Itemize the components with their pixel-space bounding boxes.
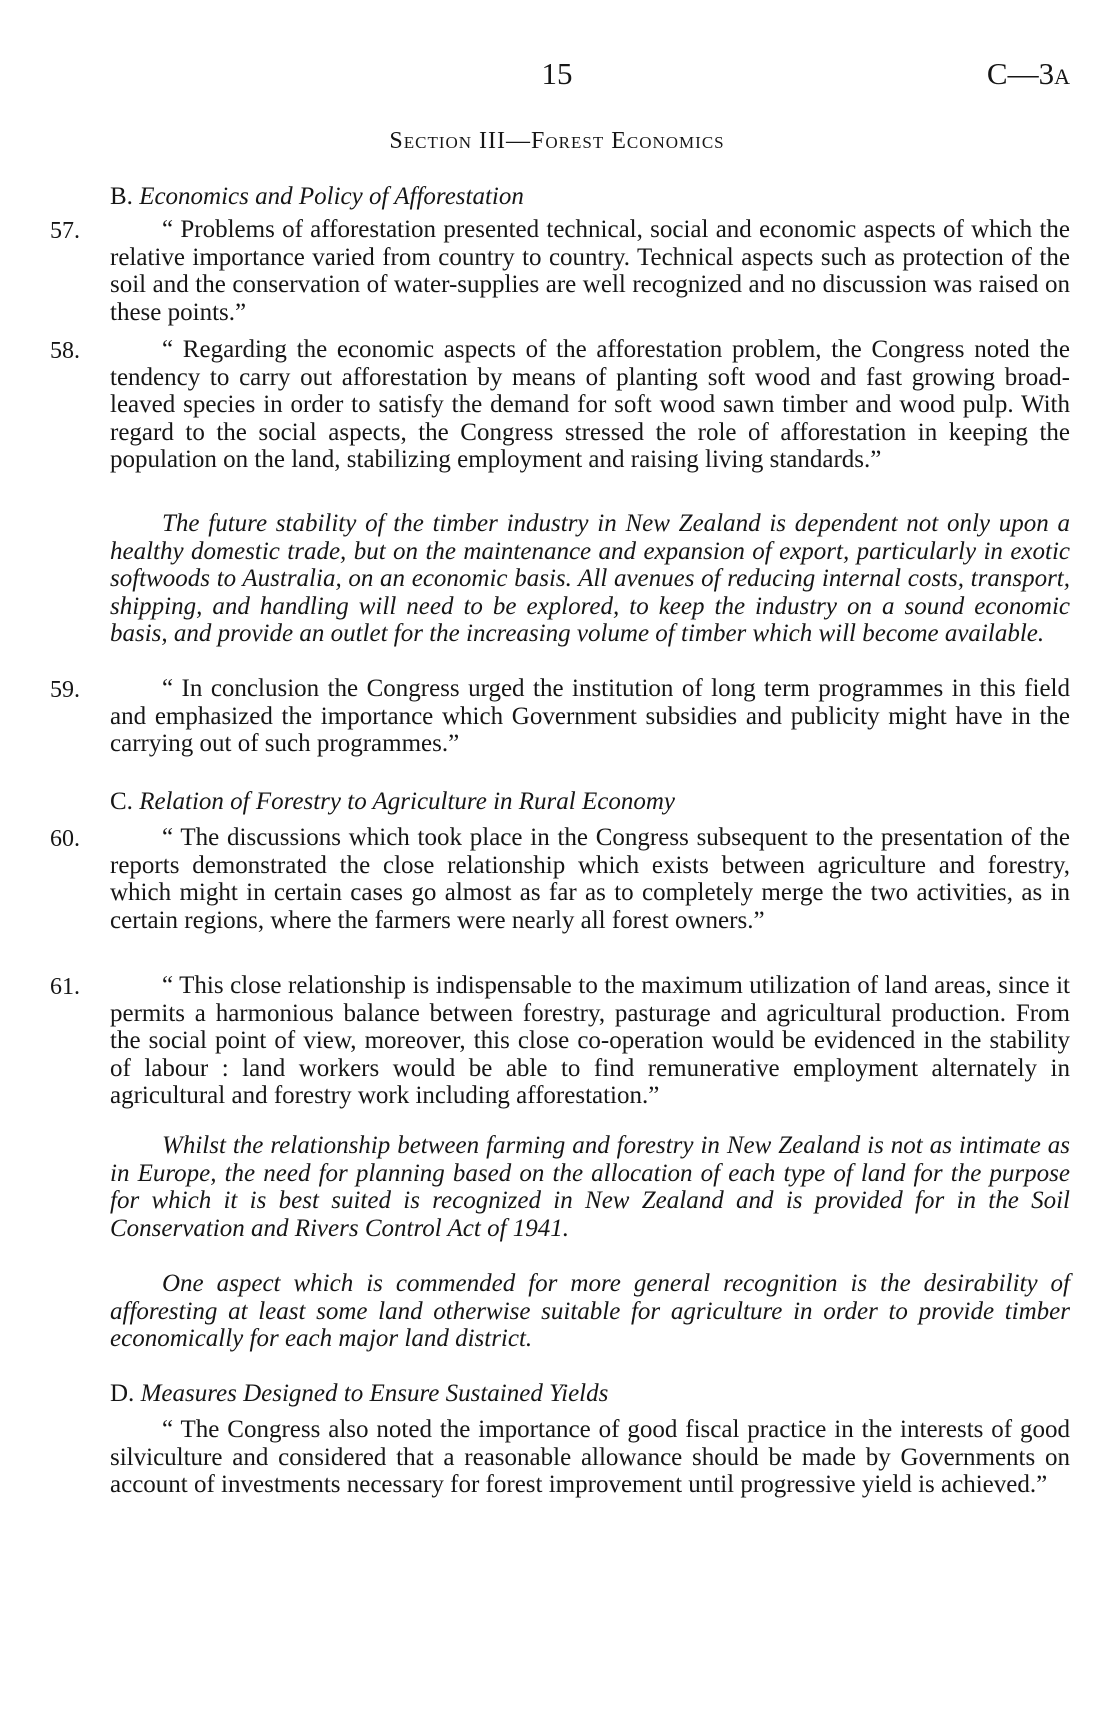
subsection-d-heading [110, 1380, 608, 1408]
subsection-b-letter: B. [110, 183, 133, 210]
subsection-b-title: Economics and Policy of Afforestation [139, 183, 524, 210]
paragraph-59: “ In conclusion the Congress urged the institution of long term programmes in this field and emphasized the importance which Government subsidies and publicity might have in the carrying out of such programmes.” [110, 675, 1070, 757]
paragraph-d: “ The Congress also noted the importance of good fiscal practice in the interests of good silviculture and considered that a reasonable allowance should be made by Governments on account of investments necessary for forest improvement until progressive yield is achieved.” [110, 1416, 1070, 1498]
document-reference-suffix: A [1054, 64, 1070, 89]
subsection-b-heading [110, 183, 524, 211]
paragraph-61: “ This close relationship is indispensable to the maximum utilization of land areas, since it permits a harmonious balance between forestry, pasturage and agricultural production. From the social point of view, moreover, this close co-operation would be evidenced in the stability of labour : land workers would be able to find remunerative employment alternately in agricultural and forestry work including afforestation.” [110, 972, 1070, 1109]
commentary-paragraph-61-afforesting: One aspect which is commended for more general recognition is the desirability of afforesting at least some land otherwise suitable for agriculture in order to provide timber economically for each major land district. [110, 1270, 1070, 1352]
subsection-c-title: Relation of Forestry to Agriculture in Rural Economy [139, 788, 675, 815]
paragraph-number-61: 61. [50, 974, 80, 1000]
commentary-paragraph-58: The future stability of the timber industry in New Zealand is dependent not only upon a healthy domestic trade, but on the maintenance and expansion of export, particularly in exotic softwoods to Australia, on an economic basis. All avenues of reducing internal costs, transport, shipping, and handling will need to be explored, to keep the industry on a sound economic basis, and provide an outlet for the increasing volume of timber which will become available. [110, 510, 1070, 647]
subsection-c-heading [110, 788, 675, 816]
subsection-c-letter: C. [110, 788, 133, 815]
paragraph-57: “ Problems of afforestation presented technical, social and economic aspects of which the relative importance varied from country to country. Technical aspects such as protection of the soil and the conservation of water-supplies are well recognized and no discussion was raised on these points.” [110, 216, 1070, 326]
document-reference-main: C—3 [986, 56, 1055, 91]
commentary-paragraph-61-relationship: Whilst the relationship between farming and forestry in New Zealand is not as intimate as in Europe, the need for planning based on the allocation of each type of land for the purpose for which it is best suited is recognized in New Zealand and is provided for in the Soil Conservation and Rivers Control Act of 1941. [110, 1132, 1070, 1242]
paragraph-60: “ The discussions which took place in the Congress subsequent to the presentation of the reports demonstrated the close relationship which exists between agriculture and forestry, which might in certain cases go almost as far as to completely merge the two activities, as in certain regions, where the farmers were nearly all forest owners.” [110, 824, 1070, 934]
page-number: 15 [541, 56, 573, 91]
paragraph-number-59: 59. [50, 677, 80, 703]
paragraph-58: “ Regarding the economic aspects of the afforestation problem, the Congress noted the tendency to carry out afforestation by means of planting soft wood and fast growing broad-leaved species in order to satisfy the demand for soft wood sawn timber and wood pulp. With regard to the social aspects, the Congress stressed the role of afforestation in keeping the population on the land, stabilizing employment and raising living standards.” [110, 336, 1070, 473]
subsection-d-letter: D. [110, 1380, 135, 1407]
paragraph-number-57: 57. [50, 218, 80, 244]
paragraph-number-60: 60. [50, 826, 80, 852]
subsection-d-title: Measures Designed to Ensure Sustained Yields [140, 1380, 609, 1407]
document-reference [987, 56, 1070, 92]
section-title: Section III—Forest Economics [389, 128, 725, 154]
paragraph-number-58: 58. [50, 338, 80, 364]
